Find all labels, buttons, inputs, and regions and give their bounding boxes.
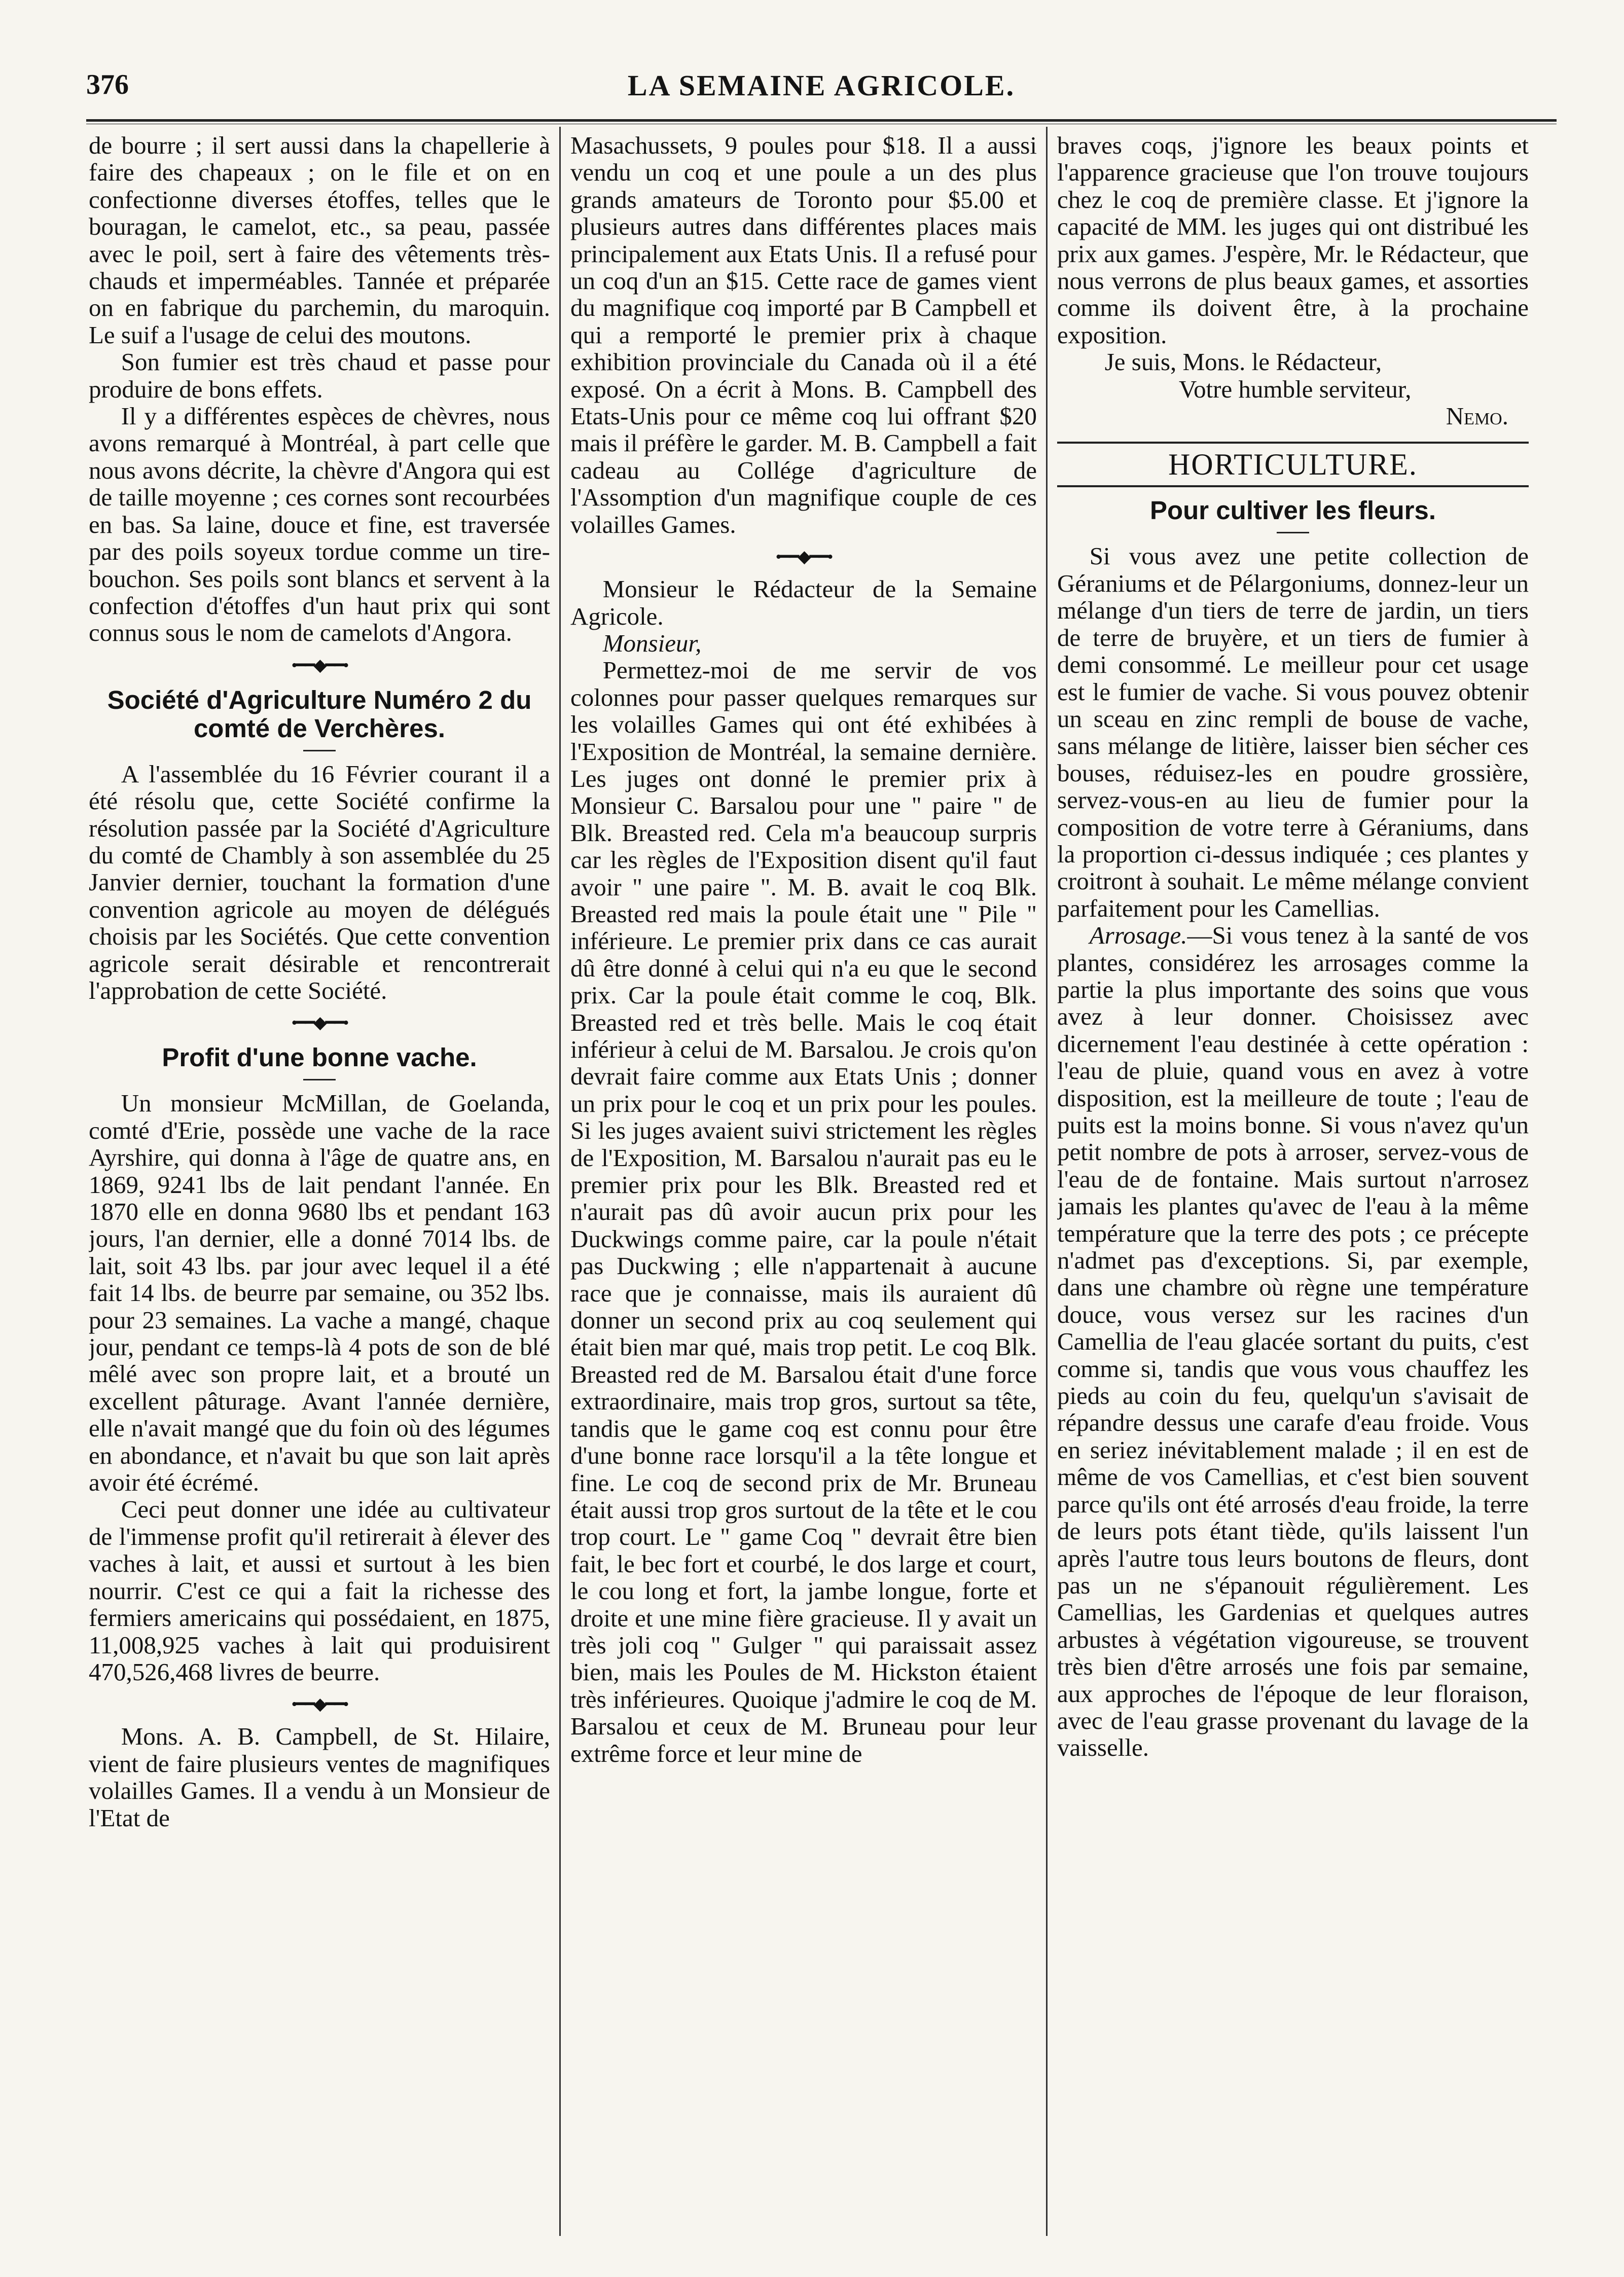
paragraph bbox=[1057, 922, 1529, 1761]
ornament-divider: •━━◆━━• bbox=[775, 548, 832, 567]
article-heading: Profit d'une bonne vache. bbox=[162, 1043, 477, 1072]
paragraph: A l'assemblée du 16 Février courant il a été résolu que, cette Société confirme la résolution passée par la Société d'Agriculture du comté de Chambly à son assemblée du 25 Janvier dernier, touchant la formation d'une convention agricole au moyen de délégués choisis par les Sociétés. Que cette convention agricole serait désirable et rencontrerait l'approbation de cette Société. bbox=[89, 760, 550, 1004]
column-2 bbox=[570, 132, 1037, 2231]
page-header bbox=[86, 63, 1557, 109]
paragraph: Permettez-moi de me servir de vos colonnes pour passer quelques remarques sur les volailles Games qui ont été exhibées à l'Exposition de Montréal, la semaine dernière. Les juges ont donné le premier prix à Monsieur C. Barsalou pour une " paire " de Blk. Breasted red. Cela m'a beaucoup surpris car les règles de l'Exposition disent qu'il faut avoir " une paire ". M. B. avait le coq Blk. Breasted red mais la poule était une " Pile " inférieure. Le premier prix dans ce cas aurait dû être donné à celui qui n'a eu que le second prix. Car la poule était comme le coq, Blk. Breasted red et très belle. Mais le coq était inférieur à celui de M. Barsalou. Je crois qu'on devrait faire comme aux Etats Unis ; donner un prix pour le coq et un prix pour les poules. Si les juges avaient suivi strictement les règles de l'Exposition, M. Barsalou n'aurait pas eu le premier prix pour les Blk. Breasted red et n'aurait pas dû avoir aucun prix pour les Duckwings comme paire, car la poule n'était pas Duckwing ; elle n'appartenait à aucune race que je connaisse, mais ils auraient dû donner un second prix au coq seulement qui était bien mar qué, mais trop petit. Le coq Blk. Breasted red de M. Barsalou était d'une force extraordinaire, mais trop gros, surtout sa tête, tandis que le game coq est connu pour être d'une bonne race lorsqu'il a la tête longue et fine. Le coq de second prix de Mr. Bruneau était aussi trop gros surtout de la tête et le cou trop court. Le " game Coq " devrait être bien fait, le bec fort et courbé, le dos large et court, le cou long et fort, la jambe longue, forte et droite et une mine fière gracieuse. Il y avait un très joli coq " Gulger " qui paraissait assez bien, mais les Poules de M. Hickston étaient très inférieures. Quoique j'admire le coq de M. Barsalou et ceux de M. Bruneau pour leur extrême force et leur mine de bbox=[570, 656, 1037, 1767]
letter-signature: Nemo. bbox=[1446, 402, 1508, 430]
ornament-divider: •━━◆━━• bbox=[291, 656, 348, 675]
heading-rule bbox=[303, 1079, 336, 1080]
paragraph: de bourre ; il sert aussi dans la chapellerie à faire des chapeaux ; on le file et on en confectionne diverses étoffes, telles que le bouragan, le camelot, etc., sa peau, passée avec le poil, sert à faire des vêtements très-chauds et imperméables. Tannée et préparée on en fabrique du parchemin, du maroquin. Le suif a l'usage de celui des moutons. bbox=[89, 132, 550, 349]
letter-closing: Votre humble serviteur, bbox=[1179, 375, 1412, 403]
paragraph-text: —Si vous tenez à la santé de vos plantes, considérez les arrosages comme la partie la plus importante des soins que vous avez à leur donner. Choisissez avec dicernement l'eau destinée à cette opération : l'eau de pluie, quand vous en avez à votre disposition, est la meilleure de toute ; l'eau de puits est la moins bonne. Si vous n'avez qu'un petit nombre de pots à arroser, servez-vous de l'eau de de fontaine. Mais surtout n'arrosez jamais les plantes qu'avec de l'eau à la même température que la terre des pots ; ce précepte n'admet pas d'exceptions. Si, par exemple, dans une chambre où règne une température douce, vous versez sur les racines d'un Camellia de l'eau glacée sortant du puits, c'est comme si, tandis que vous vous chauffez les pieds au coin du feu, quelqu'un s'avisait de répandre dessus une carafe d'eau froide. Vous en seriez inévitablement malade ; il en est de même de vos Camellias, et c'est bien souvent parce qu'ils ont été arrosés d'eau froide, la terre de leurs pots étant tiède, qu'ils laissent l'un après l'autre tous leurs boutons de fleurs, dont pas un ne s'épanouit régulièrement. Les Camellias, les Gardenias et quelques autres arbustes à végétation vigoureuse, se trouvent très bien d'être arrosés une fois par semaine, aux approches de l'époque de leur floraison, avec de l'eau grasse provenant du lavage de la vaisselle. bbox=[1057, 921, 1529, 1762]
column-1 bbox=[89, 132, 550, 2231]
paragraph: Son fumier est très chaud et passe pour produire de bons effets. bbox=[89, 348, 550, 403]
journal-title: LA SEMAINE AGRICOLE. bbox=[627, 69, 1016, 102]
paragraph: Masachussets, 9 poules pour $18. Il a aussi vendu un coq et une poule a un des plus grands amateurs de Toronto pour $5.00 et plusieurs autres dans différentes places mais principalement aux Etats Unis. Il a refusé pour un coq d'un an $15. Cette race de games vient du magnifique coq importé par B Campbell et qui a remporté le premier prix à chaque exhibition provinciale du Canada où il a été exposé. On a écrit à Mons. B. Campbell des Etats-Unis pour ce même coq lui offrant $20 mais il préfère le garder. M. B. Campbell a fait cadeau au Collége d'agriculture de l'Assomption d'un magnifique couple de ces volailles Games. bbox=[570, 132, 1037, 538]
letter-salutation: Monsieur, bbox=[602, 629, 702, 657]
paragraph-label: Arrosage. bbox=[1089, 921, 1187, 950]
letter-address: Monsieur le Rédacteur de la Semaine Agricole. bbox=[570, 575, 1037, 630]
paragraph: Mons. A. B. Campbell, de St. Hilaire, vient de faire plusieurs ventes de magnifiques volailles Games. Il a vendu à un Monsieur de l'Etat de bbox=[89, 1722, 550, 1832]
column-3 bbox=[1057, 132, 1529, 2231]
ornament-divider: •━━◆━━• bbox=[291, 1695, 348, 1714]
page-number: 376 bbox=[86, 69, 129, 100]
section-title: HORTICULTURE. bbox=[1057, 442, 1529, 487]
paragraph: Si vous avez une petite collection de Géraniums et de Pélargoniums, donnez-leur un mélange d'un tiers de terre de jardin, un tiers de terre de bruyère, et un tiers de fumier à demi consommé. Le meilleur pour cet usage est le fumier de vache. Si vous pouvez obtenir un sceau en zinc rempli de bouse de vache, sans mélange de litière, laisser bien sécher ces bouses, réduisez-les en poudre grossière, servez-vous-en au lieu de fumier pour la composition de votre terre à Géraniums, dans la proportion ci-dessus indiquée ; ces plantes y croitront à souhait. Le même mélange convient parfaitement pour les Camellias. bbox=[1057, 542, 1529, 922]
column-divider bbox=[1046, 127, 1048, 2236]
header-rule bbox=[86, 119, 1557, 124]
article-heading: Pour cultiver les fleurs. bbox=[1149, 496, 1436, 525]
paragraph: Ceci peut donner une idée au cultivateur de l'immense profit qu'il retirerait à élever des vaches à lait, et aussi et surtout à les bien nourrir. C'est ce qui a fait la richesse des fermiers americains qui possédaient, en 1875, 11,008,925 vaches à lait qui produisirent 470,526,468 livres de beurre. bbox=[89, 1495, 550, 1686]
ornament-divider: •━━◆━━• bbox=[291, 1014, 348, 1033]
letter-closing: Je suis, Mons. le Rédacteur, bbox=[1104, 348, 1382, 376]
column-divider bbox=[559, 127, 561, 2236]
heading-rule bbox=[1277, 532, 1309, 533]
paragraph: braves coqs, j'ignore les beaux points et l'apparence gracieuse que l'on trouve toujours chez le coq de première classe. Et j'ignore la capacité de MM. les juges qui ont distribué les prix aux games. J'espère, Mr. le Rédacteur, que nous verrons de plus beaux games, et assorties comme ils doivent être, à la prochaine exposition. bbox=[1057, 132, 1529, 349]
heading-rule bbox=[303, 750, 336, 751]
paragraph: Un monsieur McMillan, de Goelanda, comté d'Erie, possède une vache de la race Ayrshire, qui donna à l'âge de quatre ans, en 1869, 9241 lbs de lait pendant l'année. En 1870 elle en donna 9680 lbs et pendant 163 jours, l'an dernier, elle a donné 7014 lbs. de lait, soit 43 lbs. par jour avec lequel il a été fait 14 lbs. de beurre par semaine, ou 352 lbs. pour 23 semaines. La vache a mangé, chaque jour, pendant ce temps-là 4 pots de son de blé mêlé avec son propre lait, et a brouté un excellent pâturage. Avant l'année dernière, elle n'avait mangé que du foin où des légumes en abondance, et n'avait bu que son lait après avoir été écrémé. bbox=[89, 1089, 550, 1497]
paragraph: Il y a différentes espèces de chèvres, nous avons remarqué à Montréal, à part celle que nous avons décrite, la chèvre d'Angora qui est de taille moyenne ; ces cornes sont recourbées en bas. Sa laine, douce et fine, est traversée par des poils soyeux tordue comme un tire-bouchon. Ses poils sont blancs et servent à la confection d'étoffes d'un haut prix qui sont connus sous le nom de camelots d'Angora. bbox=[89, 402, 550, 647]
article-heading: Société d'Agriculture Numéro 2 du comté de Verchères. bbox=[107, 685, 532, 743]
